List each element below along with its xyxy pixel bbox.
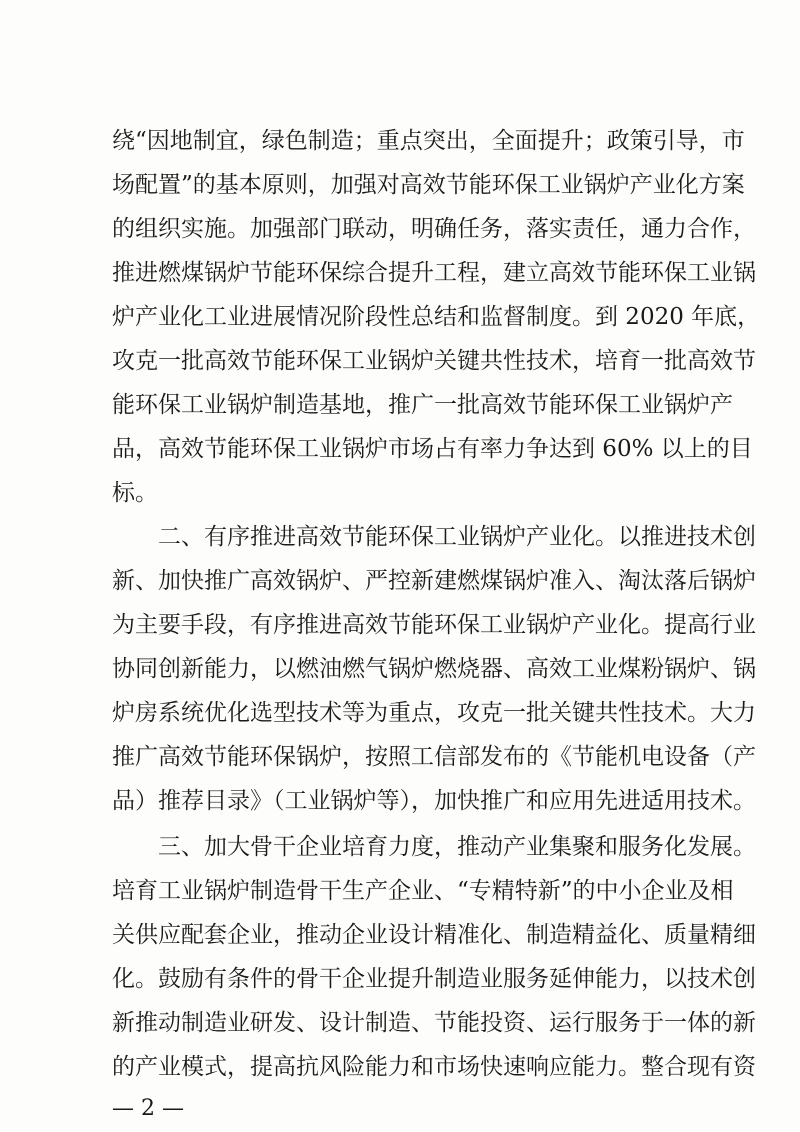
text-line: 能环保工业锅炉制造基地，推广一批高效节能环保工业锅炉产 (112, 392, 733, 418)
text-line: 三、加大骨干企业培育力度，推动产业集聚和服务化发展。 (158, 834, 756, 860)
text-line: 新推动制造业研发、设计制造、节能投资、运行服务于一体的新 (112, 1010, 756, 1036)
text-line: 的产业模式，提高抗风险能力和市场快速响应能力。整合现有资 (112, 1054, 756, 1080)
text-line: 培育工业锅炉制造骨干生产企业、“专精特新”的中小企业及相 (112, 878, 734, 904)
text-line: 炉产业化工业进展情况阶段性总结和监督制度。到 2020 年底， (112, 304, 761, 330)
text-line: 品，高效节能环保工业锅炉市场占有率力争达到 60% 以上的目 (112, 436, 753, 462)
text-line: 场配置”的基本原则，加强对高效节能环保工业锅炉产业化方案 (112, 172, 745, 198)
text-line: 关供应配套企业，推动企业设计精准化、制造精益化、质量精细 (112, 922, 756, 948)
text-line: 新、加快推广高效锅炉、严控新建燃煤锅炉准入、淘汰落后锅炉 (112, 568, 756, 594)
text-line: 推广高效节能环保锅炉，按照工信部发布的《节能机电设备（产 (112, 744, 756, 770)
text-line: 的组织实施。加强部门联动，明确任务，落实责任，通力合作， (112, 216, 756, 242)
text-line: 化。鼓励有条件的骨干企业提升制造业服务延伸能力，以技术创 (112, 966, 756, 992)
page-number: — 2 — (112, 1096, 184, 1121)
text-line: 绕“因地制宜，绿色制造；重点突出，全面提升；政策引导，市 (112, 128, 745, 154)
text-line: 二、有序推进高效节能环保工业锅炉产业化。以推进技术创 (158, 524, 756, 550)
text-line: 炉房系统优化选型技术等为重点，攻克一批关键共性技术。大力 (112, 700, 756, 726)
text-line: 标。 (112, 480, 158, 506)
text-line: 攻克一批高效节能环保工业锅炉关键共性技术，培育一批高效节 (112, 348, 756, 374)
text-line: 推进燃煤锅炉节能环保综合提升工程，建立高效节能环保工业锅 (112, 260, 756, 286)
text-line: 为主要手段，有序推进高效节能环保工业锅炉产业化。提高行业 (112, 612, 756, 638)
text-line: 品）推荐目录》（工业锅炉等），加快推广和应用先进适用技术。 (112, 788, 756, 814)
text-line: 协同创新能力，以燃油燃气锅炉燃烧器、高效工业煤粉锅炉、锅 (112, 656, 756, 682)
